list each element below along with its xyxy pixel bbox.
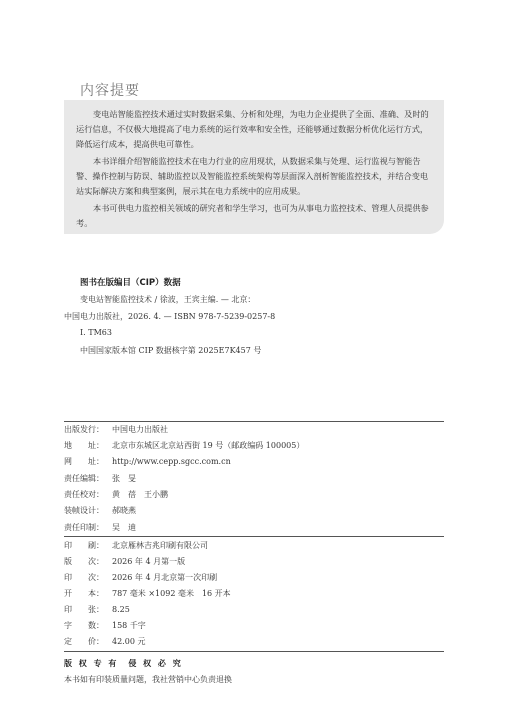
print-supervisor-row xyxy=(64,522,136,533)
website-row xyxy=(64,456,231,467)
row-value: 黄 蓓 王小鹏 xyxy=(112,490,168,499)
row-value: 2026 年 4 月第一版 xyxy=(112,557,186,566)
summary-paragraph-1: 变电站智能监控技术通过实时数据采集、分析和处理，为电力企业提供了全面、准确、及时的运行信息，不仅极大地提高了电力系统的运行效率和安全性，还能够通过数据分析优化运行方式，降低运行成本，提高供电可靠性。 xyxy=(76,109,429,149)
sheets-row xyxy=(64,604,130,615)
word-count-row xyxy=(64,620,146,631)
row-value: 787 毫米 ×1092 毫米 16 开本 xyxy=(112,589,231,598)
impression-row xyxy=(64,572,217,583)
row-value: 张 旻 xyxy=(112,474,136,483)
cip-line-3: Ⅰ. TM63 xyxy=(80,328,112,337)
row-label: 字 数： xyxy=(64,621,104,630)
row-value: 北京雁林吉兆印刷有限公司 xyxy=(112,541,208,550)
designer-row xyxy=(64,505,136,516)
summary-title: 内容提要 xyxy=(80,83,140,99)
row-label: 出版发行： xyxy=(64,425,104,434)
row-value: 吴 迪 xyxy=(112,523,136,532)
row-label: 责任校对： xyxy=(64,490,104,499)
row-label: 装帧设计： xyxy=(64,506,104,515)
row-value: 2026 年 4 月北京第一次印刷 xyxy=(112,573,218,582)
address-row xyxy=(64,440,304,451)
row-label: 责任印制： xyxy=(64,523,104,532)
row-value: http://www.cepp.sgcc.com.cn xyxy=(112,457,231,466)
row-label: 版 次： xyxy=(64,557,104,566)
row-value: 北京市东城区北京站西街 19 号（邮政编码 100005） xyxy=(112,441,305,450)
row-label: 印 刷： xyxy=(64,541,104,550)
copyright-title: 版 权 专 有 侵 权 必 究 xyxy=(64,659,183,668)
summary-paragraph-2: 本书详细介绍智能监控技术在电力行业的应用现状，从数据采集与处理、运行监视与智能告警、操作控制与防误、辅助监控以及智能监控系统架构等层面深入剖析智能监控技术，并结合变电站实际解决方案和典型案例，展示其在电力系统中的应用成果。 xyxy=(76,156,429,196)
cip-line-2: 中国电力出版社，2026. 4. — ISBN 978-7-5239-0257-8 xyxy=(64,312,276,321)
summary-box xyxy=(64,100,444,234)
row-value: 郝晓燕 xyxy=(112,506,136,515)
row-value: 158 千字 xyxy=(112,621,146,630)
row-label: 印 次： xyxy=(64,573,104,582)
publisher-row xyxy=(64,424,168,435)
rule-bottom xyxy=(64,651,444,652)
cip-line-4: 中国国家版本馆 CIP 数据核字第 2025E7K457 号 xyxy=(80,346,262,355)
price-row xyxy=(64,636,145,647)
row-label: 开 本： xyxy=(64,589,104,598)
rule-middle xyxy=(64,536,444,537)
row-value: 42.00 元 xyxy=(112,637,146,646)
row-label: 地 址： xyxy=(64,441,104,450)
rule-top xyxy=(64,421,444,422)
format-row xyxy=(64,588,231,599)
summary-paragraph-3: 本书可供电力监控相关领域的研究者和学生学习，也可为从事电力监控技术、管理人员提供参考。 xyxy=(76,203,429,228)
proofreader-row xyxy=(64,489,168,500)
row-value: 中国电力出版社 xyxy=(112,425,168,434)
row-label: 网 址： xyxy=(64,457,104,466)
row-label: 印 张： xyxy=(64,605,104,614)
edition-row xyxy=(64,556,185,567)
printer-row xyxy=(64,540,208,551)
row-value: 8.25 xyxy=(112,605,130,614)
cip-line-1: 变电站智能监控技术 / 徐波，王宾主编. — 北京： xyxy=(80,295,256,304)
cip-title: 图书在版编目（CIP）数据 xyxy=(80,278,181,288)
copyright-note: 本书如有印装质量问题，我社营销中心负责退换 xyxy=(64,675,232,684)
row-label: 责任编辑： xyxy=(64,474,104,483)
row-label: 定 价： xyxy=(64,637,104,646)
editor-row xyxy=(64,473,136,484)
